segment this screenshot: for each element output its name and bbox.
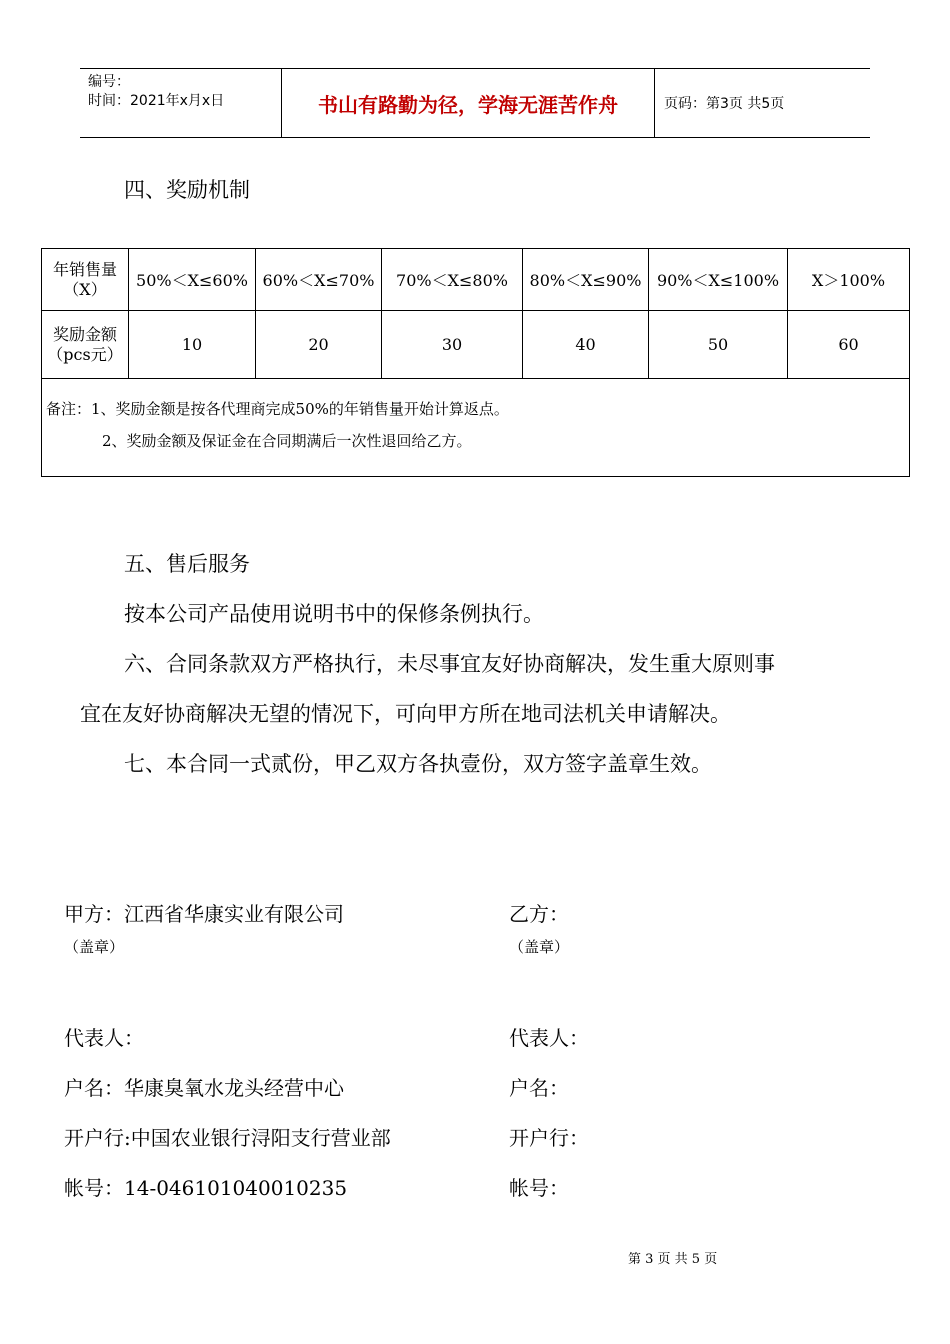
range-cell: 70%＜X≤80%	[382, 249, 523, 311]
party-a-account-number: 帐号：14-046101040010235	[64, 1176, 348, 1200]
range-cell: 60%＜X≤70%	[256, 249, 382, 311]
note-2: 2、奖励金额及保证金在合同期满后一次性退回给乙方。	[102, 432, 472, 450]
header-motto: 书山有路勤为径，学海无涯苦作舟	[281, 69, 655, 137]
range-cell: 50%＜X≤60%	[129, 249, 256, 311]
party-b-bank: 开户行：	[509, 1126, 589, 1150]
page-footer: 第 3 页 共 5 页	[628, 1252, 718, 1267]
amount-cell: 50	[649, 311, 788, 379]
section-6-line-1: 六、合同条款双方严格执行，未尽事宜友好协商解决，发生重大原则事	[124, 652, 775, 676]
section-6-line-2: 宜在友好协商解决无望的情况下，可向甲方所在地司法机关申请解决。	[80, 702, 731, 726]
document-number-label: 编号：	[88, 74, 130, 90]
reward-table	[41, 248, 910, 477]
party-b-name: 乙方：	[509, 902, 569, 926]
section-5-title: 五、售后服务	[124, 552, 250, 576]
amount-cell: 10	[129, 311, 256, 379]
table-row	[42, 311, 910, 379]
party-a-bank: 开户行:中国农业银行浔阳支行营业部	[64, 1126, 391, 1150]
section-7-text: 七、本合同一式贰份，甲乙双方各执壹份，双方签字盖章生效。	[124, 752, 712, 776]
party-a-representative: 代表人：	[64, 1026, 144, 1050]
party-b-seal: （盖章）	[509, 938, 570, 956]
party-a-name: 甲方：江西省华康实业有限公司	[64, 902, 344, 926]
header-page-number: 页码：第3页 共5页	[664, 96, 785, 112]
page-header	[80, 68, 870, 138]
header-meta	[80, 69, 280, 137]
party-b-representative: 代表人：	[509, 1026, 589, 1050]
section-5-body: 按本公司产品使用说明书中的保修条例执行。	[124, 602, 544, 626]
table-notes	[42, 379, 910, 477]
amount-cell: 30	[382, 311, 523, 379]
range-cell: 90%＜X≤100%	[649, 249, 788, 311]
row-label-sales: 年销售量（X）	[42, 249, 129, 311]
amount-cell: 60	[788, 311, 910, 379]
table-row	[42, 379, 910, 477]
party-b-account-name: 户名：	[509, 1076, 569, 1100]
section-4-title: 四、奖励机制	[124, 178, 250, 202]
amount-cell: 40	[523, 311, 649, 379]
party-b-account-number: 帐号：	[509, 1176, 569, 1200]
amount-cell: 20	[256, 311, 382, 379]
range-cell: 80%＜X≤90%	[523, 249, 649, 311]
note-1: 备注：1、奖励金额是按各代理商完成50%的年销售量开始计算返点。	[46, 400, 509, 418]
document-date: 时间：2021年x月x日	[88, 93, 225, 109]
row-label-reward: 奖励金额（pcs元）	[42, 311, 129, 379]
range-cell: X＞100%	[788, 249, 910, 311]
party-a-account-name: 户名：华康臭氧水龙头经营中心	[64, 1076, 344, 1100]
party-a-seal: （盖章）	[64, 938, 125, 956]
table-row	[42, 249, 910, 311]
